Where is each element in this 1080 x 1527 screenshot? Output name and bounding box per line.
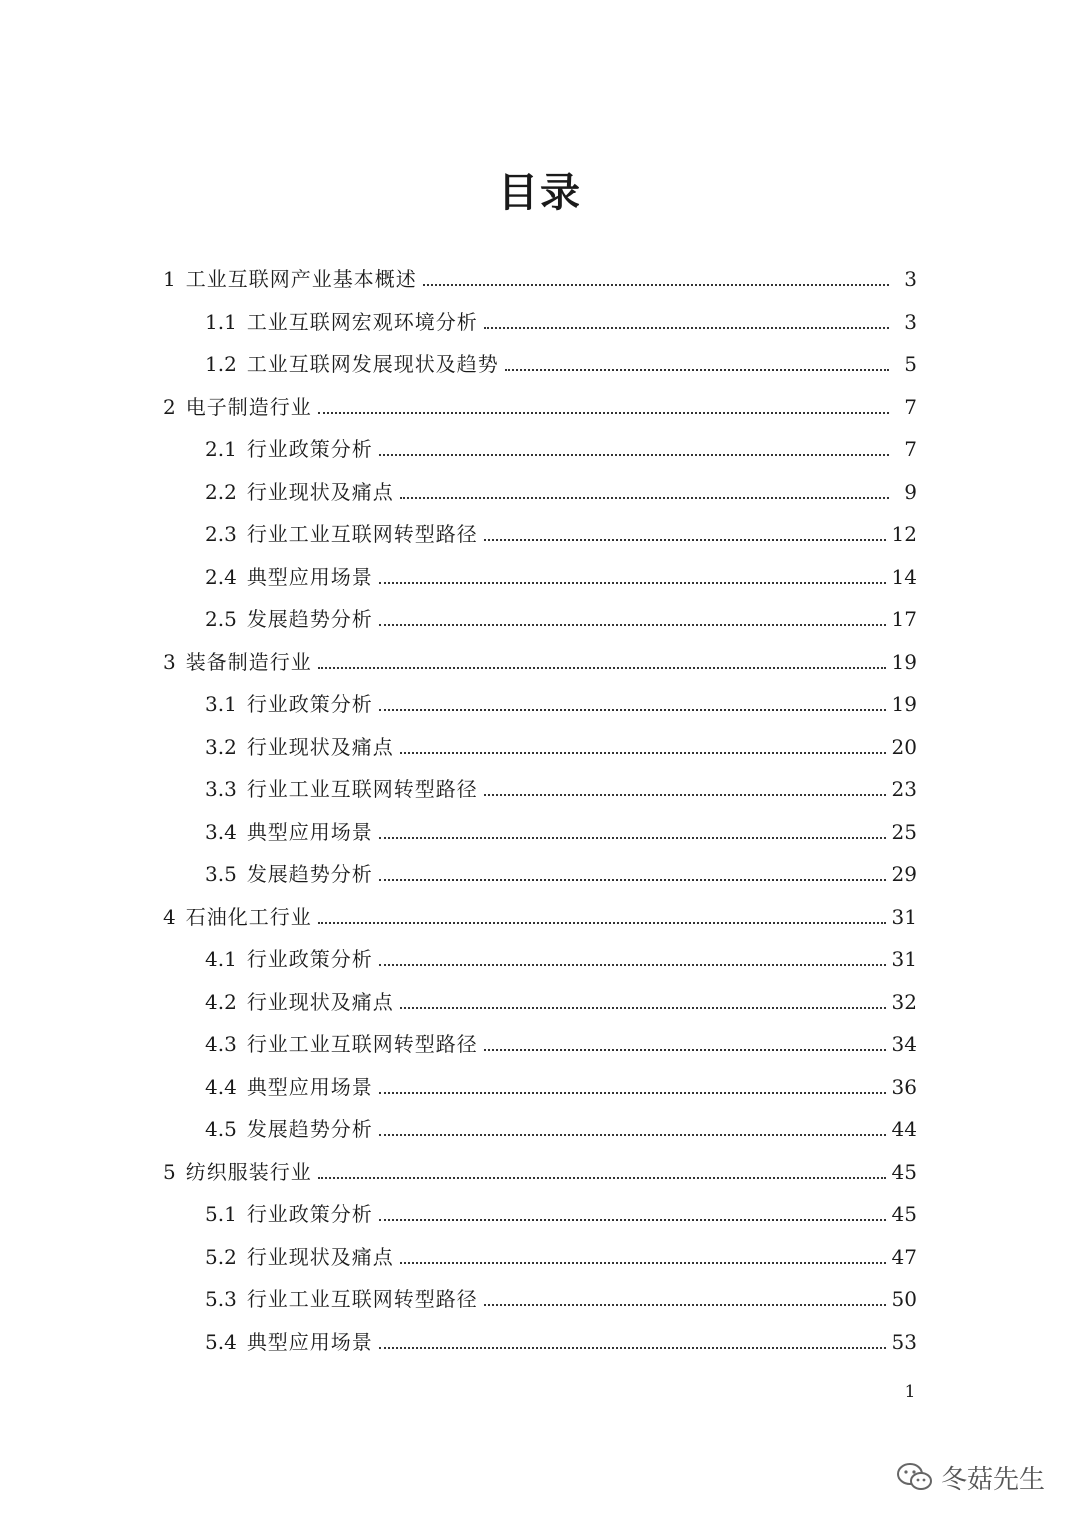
- toc-entry: [205, 803, 917, 845]
- toc-entry-title: 工业互联网产业基本概述: [185, 267, 417, 291]
- dot-leader: [318, 412, 889, 414]
- toc-entry: [205, 590, 917, 632]
- toc-entry-title: 行业现状及痛点: [246, 479, 394, 504]
- toc-entry-number: 4.5: [205, 1117, 237, 1141]
- toc-entry-page: 50: [891, 1287, 917, 1311]
- toc-entry-page: 31: [891, 904, 917, 929]
- toc-entry-page: 36: [891, 1074, 917, 1099]
- toc-entry-number: 4: [163, 904, 176, 929]
- wechat-icon: [895, 1461, 935, 1493]
- toc-entry: [163, 378, 917, 420]
- toc-entry: [205, 760, 917, 802]
- toc-entry: [205, 1228, 917, 1270]
- dot-leader: [379, 454, 889, 456]
- toc-entry-page: 44: [891, 1117, 917, 1141]
- toc-entry-number: 5.1: [205, 1202, 237, 1226]
- toc-entry-title: 典型应用场景: [246, 1074, 373, 1099]
- toc-entry-page: 31: [891, 947, 917, 971]
- toc-entry-title: 行业现状及痛点: [246, 734, 394, 759]
- toc-entry-number: 2.4: [205, 564, 237, 589]
- toc-entry-title: 发展趋势分析: [246, 862, 373, 886]
- toc-entry-number: 4.3: [205, 1032, 237, 1056]
- toc-entry-number: 4.4: [205, 1074, 237, 1099]
- toc-entry-number: 5: [163, 1159, 176, 1184]
- toc-entry-number: 1: [163, 267, 176, 291]
- toc-entry-page: 3: [904, 267, 917, 291]
- toc-entry: [205, 1313, 917, 1355]
- toc-entry-page: 20: [891, 734, 917, 759]
- dot-leader: [484, 1049, 886, 1051]
- toc-entry-page: 14: [891, 564, 917, 589]
- dot-leader: [379, 1134, 886, 1136]
- toc-entry-number: 1.1: [205, 309, 237, 334]
- toc-entry: [163, 633, 917, 675]
- toc-entry: [205, 463, 917, 505]
- toc-entry-title: 行业现状及痛点: [246, 989, 394, 1014]
- toc-entry-number: 3.3: [205, 777, 237, 801]
- toc-entry: [205, 293, 917, 335]
- toc-entry-page: 45: [891, 1202, 917, 1226]
- toc-entry: [163, 888, 917, 930]
- toc-entry: [205, 845, 917, 887]
- toc-entry-title: 行业工业互联网转型路径: [246, 777, 478, 801]
- toc-entry: [205, 548, 917, 590]
- dot-leader: [379, 1347, 886, 1349]
- toc-entry: [205, 1185, 917, 1227]
- toc-entry-title: 工业互联网发展现状及趋势: [246, 352, 499, 376]
- toc-entry-page: 25: [891, 819, 917, 844]
- dot-leader: [484, 1304, 886, 1306]
- dot-leader: [400, 1262, 886, 1264]
- dot-leader: [484, 539, 886, 541]
- toc-entry-title: 行业政策分析: [246, 692, 373, 716]
- toc-entry-page: 9: [904, 479, 917, 504]
- toc-entry: [205, 973, 917, 1015]
- toc-entry: [205, 335, 917, 377]
- toc-entry-title: 石油化工行业: [185, 904, 312, 929]
- dot-leader: [318, 922, 886, 924]
- toc-entry-number: 3.2: [205, 734, 237, 759]
- toc-entry: [205, 420, 917, 462]
- toc-entry: [163, 1143, 917, 1185]
- toc-entry-title: 行业政策分析: [246, 947, 373, 971]
- toc-entry-page: 29: [891, 862, 917, 886]
- page-number: 1: [904, 1382, 916, 1402]
- dot-leader: [379, 1219, 886, 1221]
- toc-entry-number: 2.3: [205, 522, 237, 546]
- dot-leader: [318, 1177, 886, 1179]
- toc-entry-page: 7: [904, 437, 917, 461]
- toc-entry-page: 17: [891, 607, 917, 631]
- toc-entry: [205, 718, 917, 760]
- toc-entry: [205, 1058, 917, 1100]
- toc-entry-number: 3.4: [205, 819, 237, 844]
- toc-entry-page: 19: [891, 649, 917, 674]
- toc-entry-title: 装备制造行业: [185, 649, 312, 674]
- dot-leader: [484, 327, 889, 329]
- dot-leader: [400, 752, 886, 754]
- toc-entry-title: 电子制造行业: [185, 394, 312, 419]
- toc-entry-page: 32: [891, 989, 917, 1014]
- toc-entry-page: 7: [904, 394, 917, 419]
- toc-entry-number: 3.5: [205, 862, 237, 886]
- toc-entry-number: 4.1: [205, 947, 237, 971]
- toc-entry-title: 行业工业互联网转型路径: [246, 1032, 478, 1056]
- dot-leader: [400, 497, 889, 499]
- watermark-text: 冬菇先生: [941, 1464, 1046, 1495]
- dot-leader: [379, 879, 886, 881]
- toc-entry-number: 4.2: [205, 989, 237, 1014]
- toc-entry: [163, 250, 917, 292]
- toc-entry-title: 纺织服装行业: [185, 1159, 312, 1184]
- toc-entry-page: 5: [904, 352, 917, 376]
- dot-leader: [379, 582, 886, 584]
- dot-leader: [379, 1092, 886, 1094]
- toc-entry-title: 典型应用场景: [246, 819, 373, 844]
- dot-leader: [318, 667, 886, 669]
- toc-entry-page: 19: [891, 692, 917, 716]
- toc-entry: [205, 1015, 917, 1057]
- toc-entry-number: 2.2: [205, 479, 237, 504]
- toc-entry-number: 2.1: [205, 437, 237, 461]
- toc-entry-number: 2: [163, 394, 176, 419]
- dot-leader: [379, 837, 886, 839]
- toc-entry-page: 34: [891, 1032, 917, 1056]
- toc-entry-page: 3: [904, 309, 917, 334]
- toc-entry-title: 行业现状及痛点: [246, 1244, 394, 1269]
- toc-entry-title: 典型应用场景: [246, 564, 373, 589]
- toc-entry-title: 行业政策分析: [246, 1202, 373, 1226]
- dot-leader: [400, 1007, 886, 1009]
- toc-entry-page: 23: [891, 777, 917, 801]
- dot-leader: [379, 709, 886, 711]
- toc-entry-number: 3: [163, 649, 176, 674]
- toc-entry-number: 5.4: [205, 1329, 237, 1354]
- toc-entry-number: 1.2: [205, 352, 237, 376]
- dot-leader: [379, 964, 886, 966]
- dot-leader: [505, 369, 889, 371]
- toc-entry-page: 12: [891, 522, 917, 546]
- toc-entry-title: 行业工业互联网转型路径: [246, 522, 478, 546]
- toc-entry: [205, 1100, 917, 1142]
- watermark: [895, 1455, 1045, 1499]
- toc-entry: [205, 505, 917, 547]
- dot-leader: [484, 794, 886, 796]
- toc-entry-page: 53: [891, 1329, 917, 1354]
- toc-entry-title: 工业互联网宏观环境分析: [246, 309, 478, 334]
- toc-entry: [205, 930, 917, 972]
- toc-entry-number: 5.2: [205, 1244, 237, 1269]
- toc-entry-number: 5.3: [205, 1287, 237, 1311]
- toc-entry-title: 行业工业互联网转型路径: [246, 1287, 478, 1311]
- toc-entry-title: 发展趋势分析: [246, 1117, 373, 1141]
- toc-entry-page: 45: [891, 1159, 917, 1184]
- toc-entry: [205, 675, 917, 717]
- dot-leader: [379, 624, 886, 626]
- toc-entry-number: 3.1: [205, 692, 237, 716]
- dot-leader: [423, 284, 889, 286]
- toc-entry-title: 行业政策分析: [246, 437, 373, 461]
- toc-entry-title: 发展趋势分析: [246, 607, 373, 631]
- toc-entry-title: 典型应用场景: [246, 1329, 373, 1354]
- page-title: 目录: [498, 170, 582, 216]
- toc-entry-number: 2.5: [205, 607, 237, 631]
- toc-entry-page: 47: [891, 1244, 917, 1269]
- toc-entry: [205, 1270, 917, 1312]
